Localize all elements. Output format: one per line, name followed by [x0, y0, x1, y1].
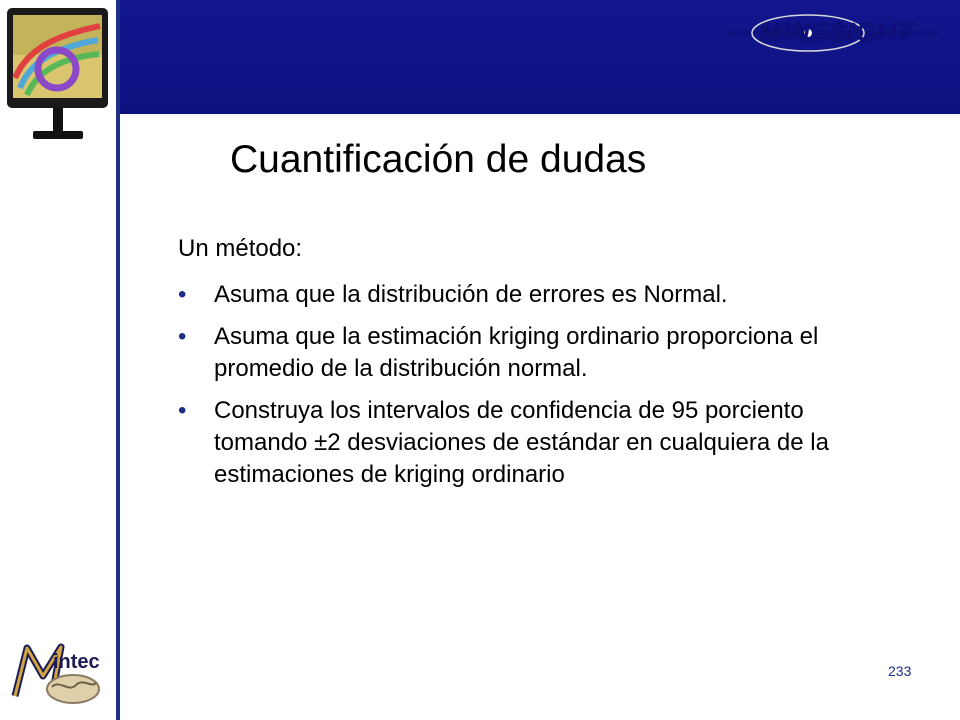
svg-text:intec: intec — [53, 651, 100, 673]
bullet-list — [178, 279, 898, 491]
bullet-text: Asuma que la estimación kriging ordinario proporciona el promedio de la distribución normal. — [214, 323, 819, 382]
lead-text: Un método: — [178, 235, 303, 262]
bullet-icon: • — [178, 281, 187, 308]
bullet-text: Asuma que la distribución de errores es Normal. — [214, 281, 728, 308]
bullet-icon: • — [178, 323, 187, 350]
page-number: 233 — [888, 663, 912, 679]
slide-body — [178, 233, 898, 501]
bullet-icon: • — [178, 397, 187, 424]
mintec-logo — [5, 642, 113, 708]
bullet-item — [178, 395, 898, 491]
brand-name: MINESIGHT — [760, 17, 914, 47]
bullet-item — [178, 321, 898, 385]
slide-title: Cuantificación de dudas — [230, 138, 647, 181]
bullet-text: Construya los intervalos de confidencia de 95 porciento tomando ±2 desviaciones de estándar en cualquiera de la estimaciones de kriging ordinario — [214, 397, 829, 488]
bullet-item — [178, 279, 898, 311]
monitor-icon — [0, 0, 116, 150]
